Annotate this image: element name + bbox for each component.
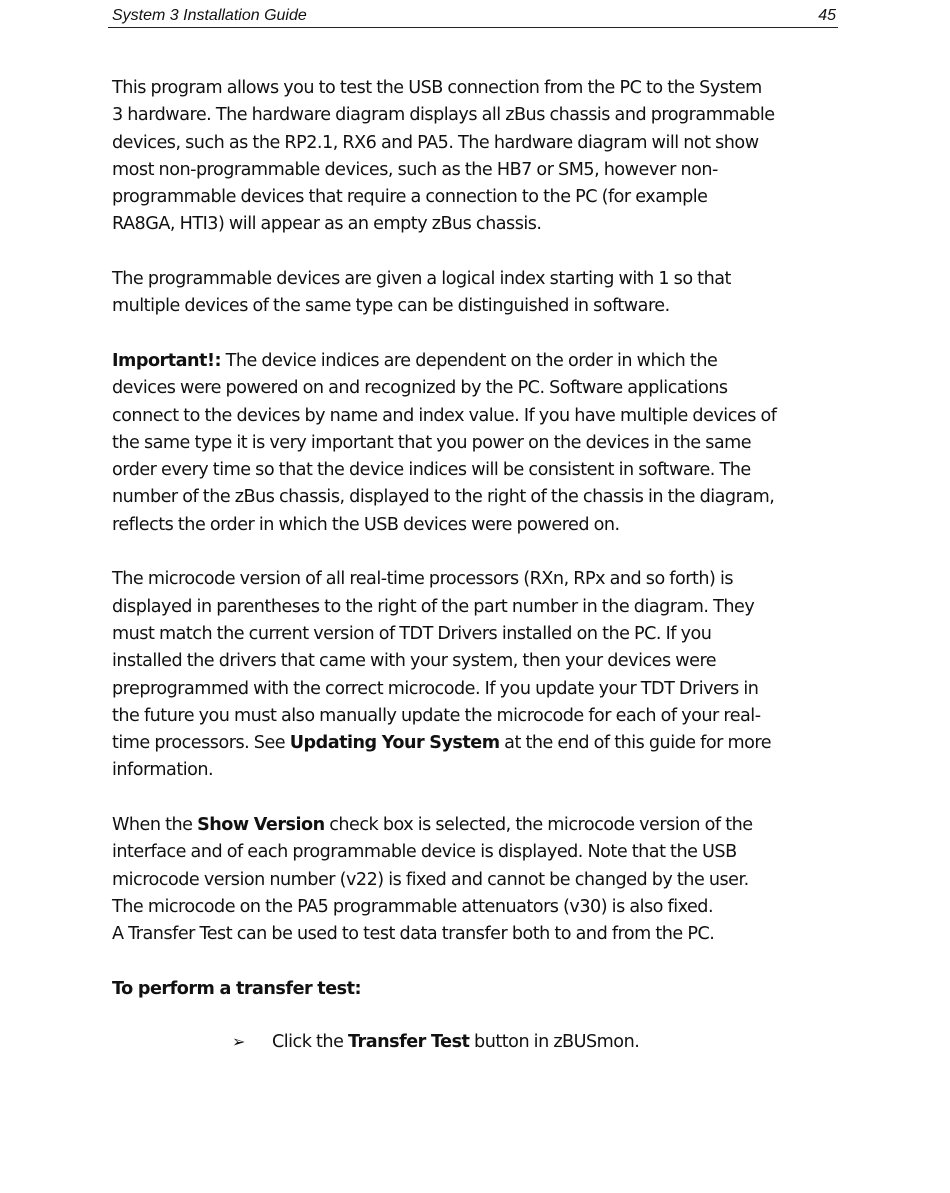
- text-line: The programmable devices are given a logical index starting with 1 so that: [112, 269, 731, 290]
- text-run: check box is selected, the microcode version of the: [324, 815, 753, 836]
- show-version-term: Show Version: [197, 815, 325, 836]
- paragraph-show-version: [112, 812, 842, 948]
- text-line: the same type it is very important that you power on the devices in the same: [112, 432, 752, 453]
- text-line: displayed in parentheses to the right of the part number in the diagram. They: [112, 596, 755, 617]
- text-line: order every time so that the device indices will be consistent in software. The: [112, 460, 751, 481]
- text-line: information.: [112, 760, 214, 781]
- text-line: 3 hardware. The hardware diagram displays all zBus chassis and programmable: [112, 105, 775, 126]
- running-header: [108, 5, 838, 28]
- text-line: This program allows you to test the USB connection from the PC to the System: [112, 78, 762, 98]
- text-run: at the end of this guide for more: [499, 733, 772, 754]
- bullet-item-transfer-test: [232, 1028, 639, 1056]
- paragraph-usb-test: [112, 75, 842, 239]
- text-line: devices, such as the RP2.1, RX6 and PA5. The hardware diagram will not show: [112, 132, 759, 153]
- text-run: The device indices are dependent on the order in which the: [221, 350, 718, 371]
- body-text: [112, 75, 842, 1030]
- text-line: installed the drivers that came with your system, then your devices were: [112, 651, 717, 672]
- transfer-test-heading: [112, 976, 842, 1003]
- text-line: must match the current version of TDT Drivers installed on the PC. If you: [112, 623, 712, 644]
- text-run: Click the: [272, 1032, 348, 1052]
- text-line: The microcode version of all real-time processors (RXn, RPx and so forth) is: [112, 569, 734, 590]
- text-line: programmable devices that require a connection to the PC (for example: [112, 187, 708, 208]
- document-title: System 3 Installation Guide: [112, 7, 307, 24]
- text-line: most non-programmable devices, such as the HB7 or SM5, however non-: [112, 159, 718, 180]
- text-line: RA8GA, HTI3) will appear as an empty zBus chassis.: [112, 214, 542, 235]
- text-line: connect to the devices by name and index value. If you have multiple devices of: [112, 405, 777, 426]
- paragraph-logical-index: [112, 266, 842, 321]
- important-label: Important!:: [112, 350, 222, 371]
- text-line: preprogrammed with the correct microcode. If you update your TDT Drivers in: [112, 678, 759, 699]
- transfer-test-button-reference: Transfer Test: [347, 1032, 470, 1052]
- text-line: reflects the order in which the USB devices were powered on.: [112, 514, 620, 535]
- text-line: A Transfer Test can be used to test data transfer both to and from the PC.: [112, 924, 715, 945]
- heading-text: To perform a transfer test:: [112, 978, 362, 999]
- updating-your-system-reference: Updating Your System: [289, 733, 500, 754]
- text-line: number of the zBus chassis, displayed to the right of the chassis in the diagram,: [112, 487, 775, 508]
- text-line: [112, 348, 842, 375]
- arrow-bullet-icon: ➢: [232, 1032, 245, 1051]
- text-line: devices were powered on and recognized by the PC. Software applications: [112, 378, 728, 399]
- page-number: 45: [818, 7, 836, 24]
- text-line: The microcode on the PA5 programmable attenuators (v30) is also fixed.: [112, 896, 714, 917]
- text-line: the future you must also manually update the microcode for each of your real-: [112, 705, 761, 726]
- text-run: time processors. See: [112, 733, 290, 754]
- text-line: interface and of each programmable device is displayed. Note that the USB: [112, 842, 737, 863]
- paragraph-important: [112, 348, 842, 539]
- text-line: [112, 730, 842, 757]
- text-run: When the: [112, 815, 198, 836]
- text-line: microcode version number (v22) is fixed and cannot be changed by the user.: [112, 869, 749, 890]
- text-line: [112, 812, 842, 839]
- text-line: multiple devices of the same type can be distinguished in software.: [112, 296, 670, 317]
- text-run: button in zBUSmon.: [469, 1032, 640, 1052]
- paragraph-microcode: [112, 566, 842, 784]
